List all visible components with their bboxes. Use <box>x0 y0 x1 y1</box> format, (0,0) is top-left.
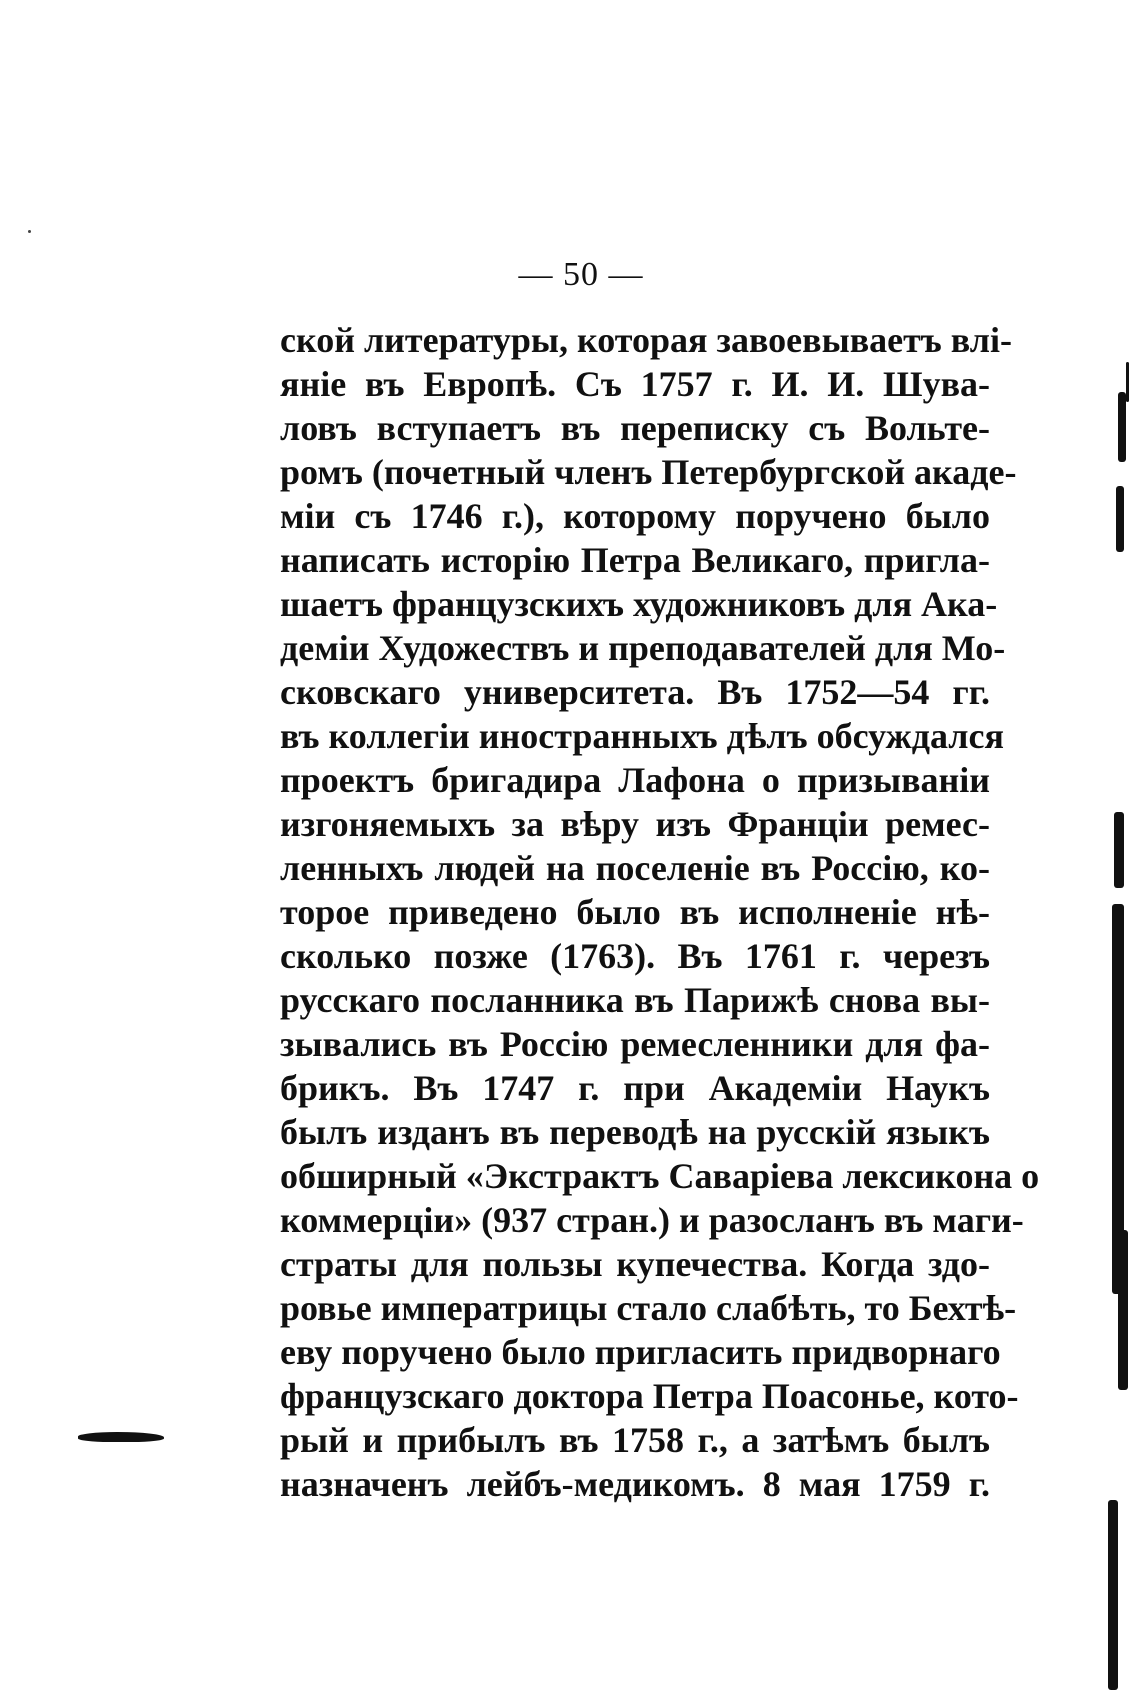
text-line: еву поручено было пригласить придворнаго <box>280 1332 1001 1372</box>
text-line: зывались въ Россію ремесленники для фа- <box>280 1024 990 1064</box>
text-line: шаетъ французскихъ художниковъ для Ака- <box>280 584 998 624</box>
body-text <box>280 318 1040 1506</box>
scan-edge-shadow <box>1126 362 1129 402</box>
text-line: деміи Художествъ и преподавателей для Мо- <box>280 628 1006 668</box>
text-line: назначенъ лейбъ-медикомъ. 8 мая 1759 г. <box>280 1464 990 1504</box>
scan-edge-shadow <box>1118 1230 1128 1390</box>
text-line: обширный «Экстрактъ Саваріева лексикона о <box>280 1156 1040 1196</box>
text-line: рый и прибылъ въ 1758 г., а затѣмъ былъ <box>280 1420 990 1460</box>
text-line: написать исторію Петра Великаго, пригла- <box>280 540 990 580</box>
text-line: ской литературы, которая завоевываетъ влі- <box>280 320 1012 360</box>
text-line: ровье императрицы стало слабѣть, то Бехтѣ- <box>280 1288 1017 1328</box>
page-number: — 50 — <box>518 256 644 293</box>
text-line: яніе въ Европѣ. Съ 1757 г. И. И. Шува- <box>280 364 990 404</box>
scan-edge-shadow <box>1116 486 1124 552</box>
text-line: русскаго посланника въ Парижѣ снова вы- <box>280 980 990 1020</box>
text-line: сколько позже (1763). Въ 1761 г. черезъ <box>280 936 990 976</box>
scan-edge-shadow <box>1108 1500 1118 1690</box>
scan-mark <box>78 1432 164 1442</box>
scan-edge-shadow <box>1114 812 1124 888</box>
text-line: ловъ вступаетъ въ переписку съ Вольте- <box>280 408 990 448</box>
scan-edge-shadow <box>1118 392 1126 462</box>
text-line: ленныхъ людей на поселеніе въ Россію, ко- <box>280 848 990 888</box>
text-line: былъ изданъ въ переводѣ на русскій языкъ <box>280 1112 990 1152</box>
scan-speck <box>28 230 31 233</box>
text-line: брикъ. Въ 1747 г. при Академіи Наукъ <box>280 1068 990 1108</box>
text-line: міи съ 1746 г.), которому поручено было <box>280 496 990 536</box>
text-line: проектъ бригадира Лафона о призываніи <box>280 760 990 800</box>
text-line: ромъ (почетный членъ Петербургской акаде- <box>280 452 1017 492</box>
text-line: изгоняемыхъ за вѣру изъ Франціи ремес- <box>280 804 990 844</box>
text-line: въ коллегіи иностранныхъ дѣлъ обсуждался <box>280 716 1004 756</box>
text-line: сковскаго университета. Въ 1752—54 гг. <box>280 672 990 712</box>
text-line: торое приведено было въ исполненіе нѣ- <box>280 892 990 932</box>
text-line: страты для пользы купечества. Когда здо- <box>280 1244 990 1284</box>
text-line: французскаго доктора Петра Поасонье, кото- <box>280 1376 1019 1416</box>
text-line: коммерціи» (937 стран.) и разосланъ въ маги- <box>280 1200 1024 1240</box>
